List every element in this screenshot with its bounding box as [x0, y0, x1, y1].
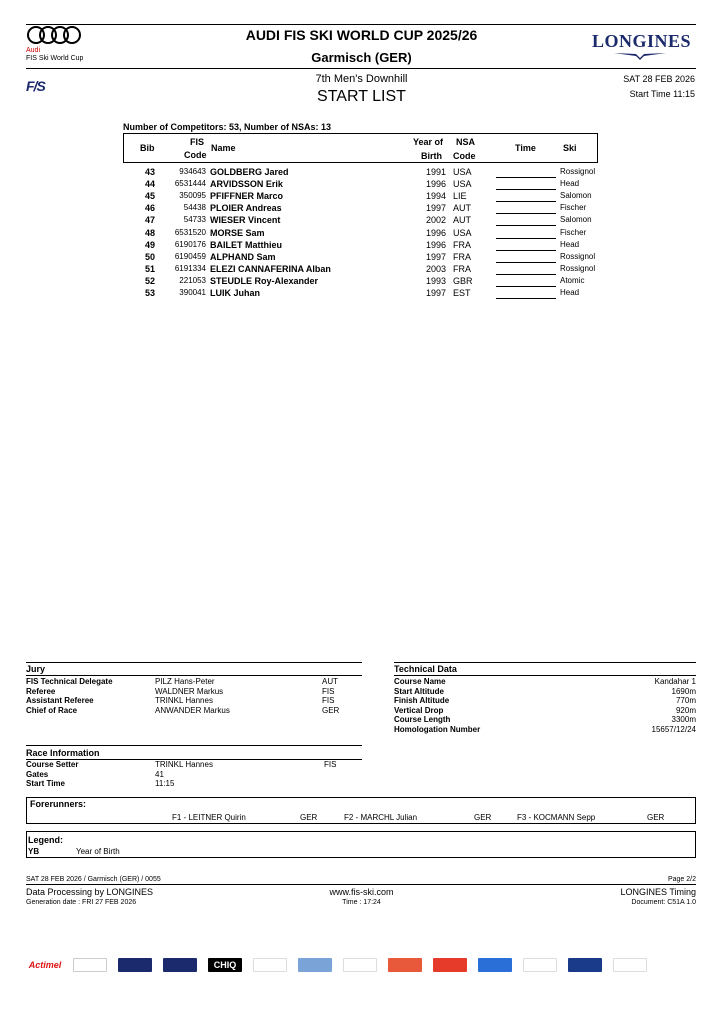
jury-role: Referee	[26, 686, 56, 696]
competitor-row	[0, 252, 723, 264]
tech-value: 15657/12/24	[651, 724, 696, 734]
footer-generation: Generation date : FRI 27 FEB 2026	[26, 899, 137, 906]
jury-name: WALDNER Markus	[155, 686, 224, 696]
athlete-name: BAILET Matthieu	[210, 239, 282, 250]
race-info-nat: FIS	[324, 760, 337, 769]
jury-name: TRINKL Hannes	[155, 696, 213, 705]
fis-code: 54438	[183, 203, 206, 213]
footer-ref: SAT 28 FEB 2026 / Garmisch (GER) / 0055	[26, 876, 161, 883]
footer-time: Time : 17:24	[342, 899, 381, 906]
tech-value: 920m	[675, 705, 696, 715]
bib-number: 46	[144, 203, 155, 214]
nsa-code: EST	[453, 288, 471, 298]
nsa-code: AUT	[453, 215, 471, 226]
time-blank-line	[496, 262, 556, 263]
bib-number: 50	[144, 251, 155, 262]
competitor-row	[0, 203, 723, 215]
sponsor-logo	[388, 958, 422, 972]
birth-year: 2002	[425, 215, 446, 226]
ski-brand: Rossignol	[560, 167, 596, 176]
jury-role: FIS Technical Delegate	[26, 677, 113, 686]
jury-name: PILZ Hans-Peter	[155, 677, 215, 686]
col-name: Name	[211, 143, 236, 153]
athlete-name: GOLDBERG Jared	[210, 167, 289, 177]
footer-document: Document: C51A 1.0	[631, 899, 696, 906]
sponsor-logo	[298, 958, 332, 972]
birth-year: 1996	[425, 179, 446, 190]
tech-value: 3300m	[671, 715, 696, 724]
ski-brand: Rossignol	[560, 263, 596, 273]
fis-code: 6191334	[174, 263, 206, 273]
nsa-code: USA	[453, 179, 472, 190]
tech-label: Course Length	[394, 715, 451, 724]
col-bib: Bib	[140, 143, 155, 153]
time-blank-line	[496, 298, 556, 299]
technical-title: Technical Data	[394, 664, 457, 674]
jury-title-rule	[26, 675, 362, 676]
bib-number: 51	[144, 263, 155, 274]
sponsor-logo: Actimel	[28, 960, 62, 970]
jury-title: Jury	[26, 664, 46, 674]
col-year-2: Birth	[421, 151, 442, 161]
competitor-row	[0, 228, 723, 240]
time-blank-line	[496, 250, 556, 251]
legend-key: YB	[28, 847, 40, 856]
tech-label: Start Altitude	[394, 686, 444, 696]
sponsor-logo	[658, 958, 692, 972]
col-ski: Ski	[563, 143, 577, 153]
sponsor-logo	[478, 958, 512, 972]
birth-year: 1997	[425, 288, 446, 298]
tech-title-rule	[394, 675, 696, 676]
athlete-name: PLOIER Andreas	[210, 203, 282, 214]
time-blank-line	[496, 213, 556, 214]
bib-number: 49	[144, 239, 155, 250]
race-info-label: Start Time	[26, 779, 65, 788]
race-info-label: Gates	[26, 769, 49, 779]
athlete-name: WIESER Vincent	[210, 215, 281, 226]
jury-bottom-rule	[26, 745, 362, 746]
ski-brand: Fischer	[560, 203, 587, 213]
fis-logo: F/S	[26, 78, 45, 94]
sponsor-logo	[523, 958, 557, 972]
table-right-border	[597, 133, 598, 163]
race-info-value: 41	[155, 769, 164, 779]
race-date: SAT 28 FEB 2026	[623, 74, 695, 84]
table-top-rule	[123, 133, 598, 134]
sponsor-logo	[118, 958, 152, 972]
tech-label: Finish Altitude	[394, 696, 450, 705]
jury-top-rule	[26, 662, 362, 663]
footer-website[interactable]: www.fis-ski.com	[329, 887, 394, 897]
forerunner-nat: GER	[300, 813, 318, 822]
col-fis-code-2: Code	[184, 150, 207, 160]
athlete-name: ARVIDSSON Erik	[210, 179, 283, 190]
nsa-code: FRA	[453, 239, 471, 250]
fis-code: 54733	[183, 215, 206, 225]
tech-label: Homologation Number	[394, 724, 481, 734]
ski-brand: Fischer	[560, 227, 587, 237]
footer-rule	[26, 884, 696, 885]
birth-year: 1996	[425, 239, 446, 250]
athlete-name: ELEZI CANNAFERINA Alban	[210, 263, 331, 274]
ski-brand: Salomon	[560, 215, 592, 225]
sponsor-logo	[433, 958, 467, 972]
sponsor-logo	[613, 958, 647, 972]
competitor-row	[0, 191, 723, 203]
athlete-name: STEUDLE Roy-Alexander	[210, 275, 319, 286]
nsa-code: USA	[453, 227, 472, 238]
audi-sub-label: FIS Ski World Cup	[26, 55, 84, 62]
competitor-row	[0, 276, 723, 288]
fis-code: 390041	[179, 288, 206, 297]
col-year-1: Year of	[413, 137, 444, 147]
birth-year: 1994	[425, 191, 446, 202]
bib-number: 45	[144, 191, 155, 202]
jury-nat: FIS	[322, 696, 335, 705]
bib-number: 43	[144, 167, 155, 177]
time-blank-line	[496, 286, 556, 287]
bib-number: 48	[144, 227, 155, 238]
time-blank-line	[496, 177, 556, 178]
nsa-code: USA	[453, 167, 472, 177]
athlete-name: LUIK Juhan	[210, 288, 261, 298]
longines-wings-icon	[612, 51, 668, 61]
longines-logo: LONGINES	[592, 31, 692, 51]
legend-desc: Year of Birth	[76, 847, 120, 856]
bib-number: 53	[144, 288, 155, 298]
header-mid-rule	[26, 68, 696, 69]
competitor-row	[0, 179, 723, 191]
jury-nat: FIS	[322, 686, 335, 696]
forerunner-name: F1 - LEITNER Quirin	[172, 813, 246, 822]
ski-brand: Salomon	[560, 191, 592, 201]
birth-year: 1993	[425, 275, 446, 286]
sponsor-logo	[343, 958, 377, 972]
competitor-row	[0, 264, 723, 276]
competitor-row	[0, 288, 723, 300]
time-blank-line	[496, 225, 556, 226]
audi-label: Audi	[26, 47, 41, 54]
fis-code: 350095	[179, 191, 206, 201]
bib-number: 47	[144, 215, 155, 226]
table-header-rule	[123, 162, 598, 163]
fis-code: 934643	[179, 167, 206, 176]
footer-timing: LONGINES Timing	[620, 887, 696, 897]
col-nsa-2: Code	[453, 151, 476, 161]
sponsor-logo	[163, 958, 197, 972]
tech-value: 770m	[675, 696, 696, 705]
fis-code: 6190176	[174, 239, 206, 249]
footer-page: Page 2/2	[667, 876, 696, 883]
jury-nat: GER	[322, 705, 340, 715]
ski-brand: Atomic	[560, 275, 585, 285]
fis-code: 6531520	[174, 227, 206, 237]
legend-box	[26, 831, 696, 858]
nsa-code: FRA	[453, 263, 471, 274]
competitor-row	[0, 167, 723, 179]
tech-value: 1690m	[671, 686, 696, 696]
birth-year: 2003	[425, 263, 446, 274]
start-time-header: Start Time 11:15	[629, 89, 695, 99]
time-blank-line	[496, 189, 556, 190]
fis-code: 6531444	[174, 179, 206, 189]
col-nsa-1: NSA	[456, 137, 476, 147]
col-time: Time	[515, 143, 536, 153]
nsa-code: GBR	[453, 275, 473, 286]
nsa-code: FRA	[453, 251, 471, 262]
athlete-name: ALPHAND Sam	[210, 251, 276, 262]
forerunners-title: Forerunners:	[30, 799, 87, 809]
bib-number: 52	[144, 275, 155, 286]
birth-year: 1997	[425, 203, 446, 214]
race-info-title: Race Information	[26, 748, 100, 758]
jury-role: Chief of Race	[26, 705, 78, 715]
tech-value: Kandahar 1	[654, 677, 696, 686]
birth-year: 1991	[425, 167, 446, 177]
tech-label: Course Name	[394, 677, 446, 686]
fis-code: 221053	[179, 275, 206, 285]
venue-title: Garmisch (GER)	[311, 50, 412, 65]
start-list-title: START LIST	[317, 88, 406, 105]
sponsor-logo: CHIQ	[208, 958, 242, 972]
tech-label: Vertical Drop	[394, 705, 444, 715]
competitors-summary: Number of Competitors: 53, Number of NSAs: 13	[123, 122, 332, 132]
sponsor-logo	[73, 958, 107, 972]
race-info-value: 11:15	[155, 779, 175, 788]
jury-name: ANWANDER Markus	[155, 705, 230, 715]
footer-processing: Data Processing by LONGINES	[26, 887, 154, 897]
race-info-value: TRINKL Hannes	[155, 760, 213, 769]
time-blank-line	[496, 201, 556, 202]
ski-brand: Head	[560, 288, 580, 297]
nsa-code: AUT	[453, 203, 471, 214]
birth-year: 1997	[425, 251, 446, 262]
race-title: 7th Men's Downhill	[315, 73, 408, 85]
forerunner-nat: GER	[647, 813, 665, 822]
competitor-row	[0, 240, 723, 252]
athlete-name: MORSE Sam	[210, 227, 265, 238]
jury-role: Assistant Referee	[26, 696, 94, 705]
forerunner-nat: GER	[474, 813, 492, 822]
legend-title: Legend:	[28, 835, 63, 845]
time-blank-line	[496, 274, 556, 275]
forerunner-name: F3 - KOCMANN Sepp	[517, 813, 596, 822]
ski-brand: Head	[560, 239, 580, 249]
athlete-name: PFIFFNER Marco	[210, 191, 284, 202]
fis-code: 6190459	[174, 251, 206, 261]
forerunner-name: F2 - MARCHL Julian	[344, 813, 418, 822]
tech-top-rule	[394, 662, 696, 663]
header-top-rule	[26, 24, 696, 25]
sponsor-logo	[568, 958, 602, 972]
nsa-code: LIE	[453, 191, 467, 202]
competitor-row	[0, 215, 723, 227]
ski-brand: Rossignol	[560, 251, 596, 261]
race-info-label: Course Setter	[26, 760, 79, 769]
event-title: AUDI FIS SKI WORLD CUP 2025/26	[245, 27, 478, 43]
birth-year: 1996	[425, 227, 446, 238]
time-blank-line	[496, 238, 556, 239]
table-left-border	[123, 133, 124, 163]
sponsor-logo	[253, 958, 287, 972]
ski-brand: Head	[560, 179, 580, 189]
jury-nat: AUT	[322, 677, 338, 686]
bib-number: 44	[144, 179, 155, 190]
col-fis-code-1: FIS	[190, 137, 205, 147]
